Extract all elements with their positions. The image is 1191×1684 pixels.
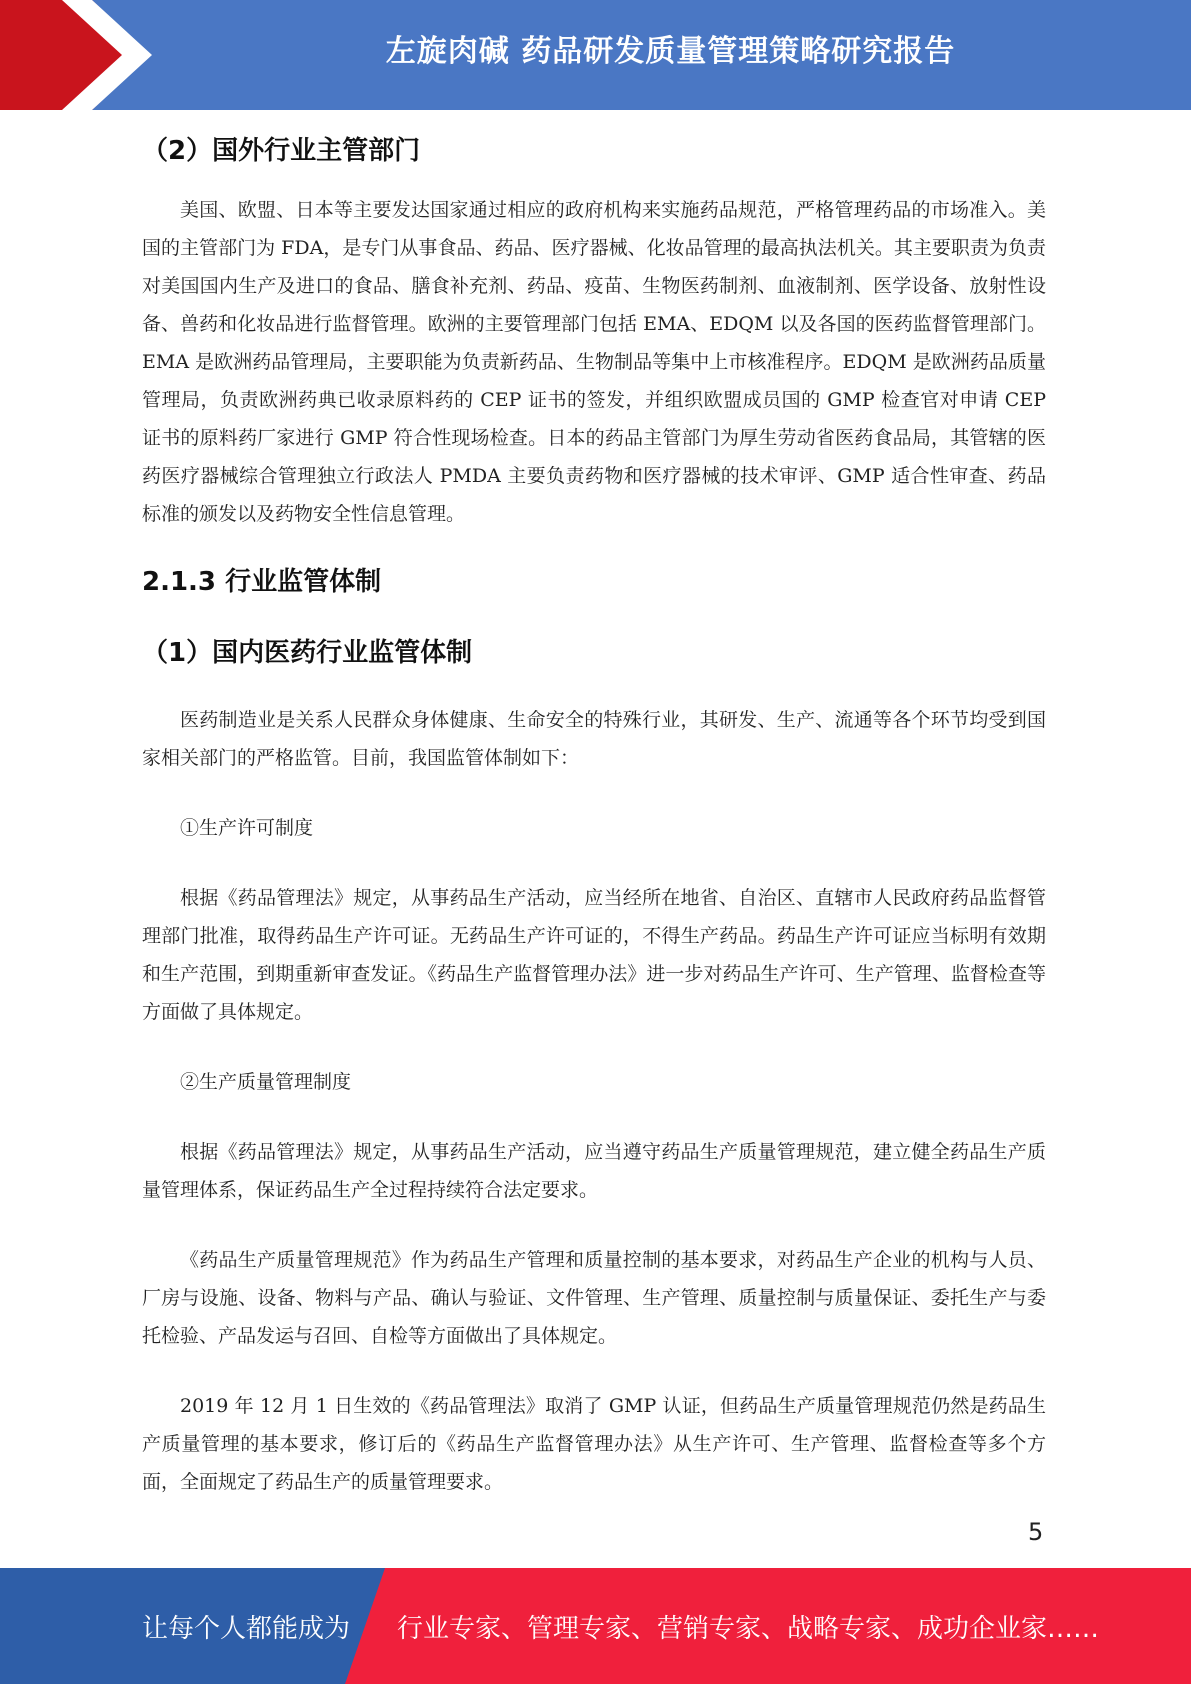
page-footer bbox=[0, 1568, 1191, 1684]
page-number: 5 bbox=[1028, 1518, 1044, 1546]
page-content bbox=[142, 120, 1046, 1501]
paragraph-quality-management-3: 2019 年 12 月 1 日生效的《药品管理法》取消了 GMP 认证，但药品生产质量管理规范仍然是药品生产质量管理的基本要求，修订后的《药品生产监督管理办法》从生产许可、生产管理、监督检查等多个方面，全面规定了药品生产的质量管理要求。 bbox=[142, 1395, 1046, 1493]
heading-section-2-1-3: 2.1.3 行业监管体制 bbox=[142, 567, 382, 597]
footer-slogan-right: 行业专家、管理专家、营销专家、战略专家、成功企业家…… bbox=[397, 1614, 1100, 1644]
paragraph-foreign-authorities: 美国、欧盟、日本等主要发达国家通过相应的政府机构来实施药品规范，严格管理药品的市场准入。美国的主管部门为 FDA，是专门从事食品、药品、医疗器械、化妆品管理的最高执法机关。其主要职责为负责对美国国内生产及进口的食品、膳食补充剂、药品、疫苗、生物医药制剂、血液制剂、医学设备、放射性设备、兽药和化妆品进行监督管理。欧洲的主要管理部门包括 EMA、EDQM 以及各国的医药监督管理部门。EMA 是欧洲药品管理局，主要职能为负责新药品、生物制品等集中上市核准程序。EDQM 是欧洲药品质量管理局，负责欧洲药典已收录原料药的 CEP 证书的签发，并组织欧盟成员国的 GMP 检查官对申请 CEP 证书的原料药厂家进行 GMP 符合性现场检查。日本的药品主管部门为厚生劳动省医药食品局，其管辖的医药医疗器械综合管理独立行政法人 PMDA 主要负责药物和医疗器械的技术审评、GMP 适合性审查、药品标准的颁发以及药物安全性信息管理。 bbox=[142, 199, 1046, 525]
paragraph-quality-management-1: 根据《药品管理法》规定，从事药品生产活动，应当遵守药品生产质量管理规范，建立健全药品生产质量管理体系，保证药品生产全过程持续符合法定要求。 bbox=[142, 1141, 1046, 1201]
report-title: 左旋肉碱 药品研发质量管理策略研究报告 bbox=[385, 34, 956, 69]
heading-foreign-authorities: （2）国外行业主管部门 bbox=[142, 136, 421, 166]
page-header bbox=[0, 0, 1191, 110]
paragraph-quality-management-2: 《药品生产质量管理规范》作为药品生产管理和质量控制的基本要求，对药品生产企业的机构与人员、厂房与设施、设备、物料与产品、确认与验证、文件管理、生产管理、质量控制与质量保证、委托生产与委托检验、产品发运与召回、自检等方面做出了具体规定。 bbox=[142, 1249, 1046, 1347]
heading-domestic-regulation: （1）国内医药行业监管体制 bbox=[142, 638, 473, 668]
paragraph-domestic-intro: 医药制造业是关系人民群众身体健康、生命安全的特殊行业，其研发、生产、流通等各个环节均受到国家相关部门的严格监管。目前，我国监管体制如下： bbox=[142, 709, 1046, 769]
footer-slogan-left: 让每个人都能成为 bbox=[142, 1614, 351, 1644]
paragraph-production-license: 根据《药品管理法》规定，从事药品生产活动，应当经所在地省、自治区、直辖市人民政府药品监督管理部门批准，取得药品生产许可证。无药品生产许可证的，不得生产药品。药品生产许可证应当标明有效期和生产范围，到期重新审查发证。《药品生产监督管理办法》进一步对药品生产许可、生产管理、监督检查等方面做了具体规定。 bbox=[142, 887, 1046, 1023]
item-production-license-title: ①生产许可制度 bbox=[180, 817, 314, 839]
item-quality-management-title: ②生产质量管理制度 bbox=[180, 1071, 352, 1093]
